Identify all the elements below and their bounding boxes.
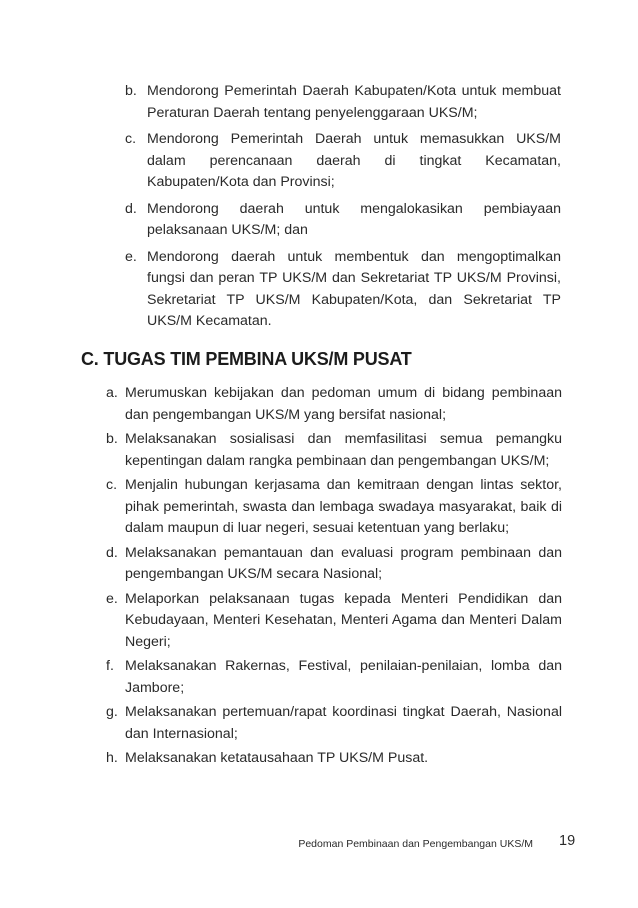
section-c-list [106,383,562,773]
list-item-text: Melaksanakan ketatausahaan TP UKS/M Pusat. [125,750,429,766]
list-item-letter: f. [106,658,114,674]
list-item-letter: c. [106,477,118,493]
list-item-text: Mendorong Pemerintah Daerah untuk memasukkan UKS/M dalam perencanaan daerah di tingkat Kecamatan, Kabupaten/Kota dan Provinsi; [147,131,561,190]
list-item-letter: b. [106,431,118,447]
list-item [106,656,562,699]
list-item-text: Melaksanakan pemantauan dan evaluasi program pembinaan dan pengembangan UKS/M secara Nasional; [125,544,562,582]
list-item [125,129,561,194]
top-list [125,81,561,338]
list-item-letter: h. [106,750,118,766]
list-item-text: Melaksanakan sosialisasi dan memfasilitasi semua pemangku kepentingan dalam rangka pembinaan dan pengembangan UKS/M; [125,431,562,469]
list-item-text: Mendorong daerah untuk membentuk dan mengoptimalkan fungsi dan peran TP UKS/M dan Sekretariat TP UKS/M Provinsi, Sekretariat TP UKS/M Kabupaten/Kota, dan Sekretariat TP UKS/M Kecamatan. [147,248,561,329]
list-item-letter: e. [106,590,118,607]
list-item-letter: e. [125,248,137,265]
list-item [125,199,561,242]
list-item-letter: d. [125,200,137,217]
list-item [106,702,562,745]
list-item [106,475,562,540]
list-item [106,748,562,770]
list-item-text: Menjalin hubungan kerjasama dan kemitraan dengan lintas sektor, pihak pemerintah, swasta dan lembaga swadaya masyarakat, baik di dalam maupun di luar negeri, sesuai ketentuan yang berlaku; [125,477,562,536]
list-item [125,247,561,333]
list-item-text: Melaksanakan Rakernas, Festival, penilaian-penilaian, lomba dan Jambore; [125,658,562,696]
list-item-letter: g. [106,704,118,720]
list-item-text: Merumuskan kebijakan dan pedoman umum di bidang pembinaan dan pengembangan UKS/M yang bersifat nasional; [125,385,562,423]
list-item-text: Melaporkan pelaksanaan tugas kepada Menteri Pendidikan dan Kebudayaan, Menteri Kesehatan, Menteri Agama dan Menteri Dalam Negeri; [125,590,562,650]
list-item [106,429,562,472]
list-item-letter: b. [125,83,137,99]
footer-title: Pedoman Pembinaan dan Pengembangan UKS/M [298,838,533,850]
list-item-text: Mendorong Pemerintah Daerah Kabupaten/Kota untuk membuat Peraturan Daerah tentang penyelenggaraan UKS/M; [147,83,561,121]
list-item [106,589,562,654]
section-heading: C. TUGAS TIM PEMBINA UKS/M PUSAT [81,349,412,369]
list-item [106,543,562,586]
list-item [106,383,562,426]
list-item-letter: c. [125,131,137,147]
list-item [125,81,561,124]
list-item-text: Melaksanakan pertemuan/rapat koordinasi tingkat Daerah, Nasional dan Internasional; [125,704,562,742]
list-item-text: Mendorong daerah untuk mengalokasikan pembiayaan pelaksanaan UKS/M; dan [147,200,561,238]
page-number: 19 [559,833,576,849]
list-item-letter: d. [106,544,118,561]
list-item-letter: a. [106,385,118,401]
